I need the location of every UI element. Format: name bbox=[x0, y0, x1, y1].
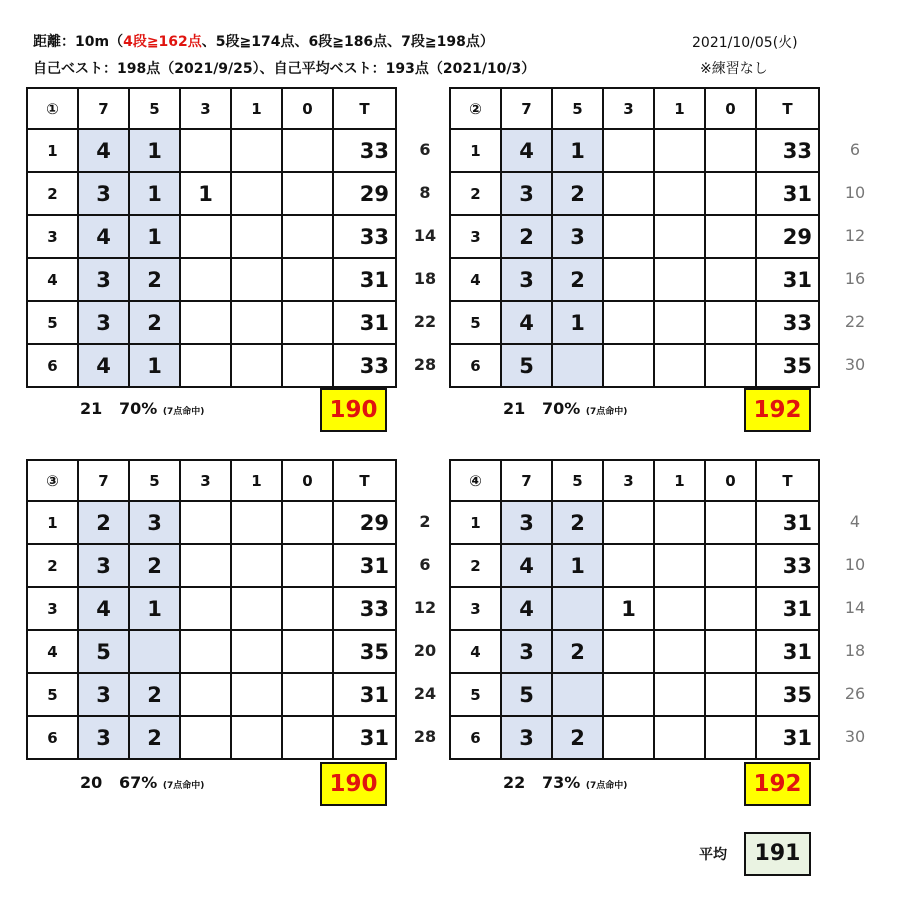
end-number: 3 bbox=[450, 215, 501, 258]
count-1-points bbox=[231, 344, 282, 387]
hit-percentage: 67% bbox=[118, 773, 158, 792]
cumulative-sevens-reference: 6 bbox=[849, 140, 861, 159]
end-total: 29 bbox=[333, 172, 396, 215]
table-row bbox=[27, 673, 396, 716]
count-0-points bbox=[282, 630, 333, 673]
count-5-points: 2 bbox=[129, 716, 180, 759]
column-header-7: 7 bbox=[501, 88, 552, 129]
end-total: 33 bbox=[333, 344, 396, 387]
count-7-points: 4 bbox=[78, 587, 129, 630]
count-7-points: 3 bbox=[501, 630, 552, 673]
column-header-1: 1 bbox=[654, 460, 705, 501]
end-total: 31 bbox=[756, 172, 819, 215]
table-row bbox=[450, 258, 819, 301]
count-5-points: 2 bbox=[129, 544, 180, 587]
end-total: 31 bbox=[756, 258, 819, 301]
count-3-points bbox=[603, 673, 654, 716]
count-7-points: 3 bbox=[501, 716, 552, 759]
end-total: 29 bbox=[333, 501, 396, 544]
column-header-1: 1 bbox=[654, 88, 705, 129]
end-number: 2 bbox=[450, 172, 501, 215]
cumulative-sevens-reference: 30 bbox=[844, 727, 866, 746]
count-0-points bbox=[705, 716, 756, 759]
count-3-points bbox=[180, 129, 231, 172]
hit-note: (7点命中) bbox=[162, 407, 205, 417]
round-label: ② bbox=[450, 88, 501, 129]
round-label: ① bbox=[27, 88, 78, 129]
end-total: 33 bbox=[333, 215, 396, 258]
count-5-points: 2 bbox=[552, 258, 603, 301]
end-number: 4 bbox=[450, 630, 501, 673]
count-1-points bbox=[654, 716, 705, 759]
count-0-points bbox=[705, 501, 756, 544]
count-7-points: 3 bbox=[78, 301, 129, 344]
cumulative-sevens-reference: 18 bbox=[844, 641, 866, 660]
count-5-points bbox=[552, 344, 603, 387]
table-row bbox=[27, 215, 396, 258]
count-3-points bbox=[603, 544, 654, 587]
count-0-points bbox=[282, 344, 333, 387]
count-3-points bbox=[180, 215, 231, 258]
round-summary bbox=[503, 773, 627, 792]
cumulative-sevens-reference: 4 bbox=[849, 512, 861, 531]
end-number: 1 bbox=[450, 501, 501, 544]
round-label: ④ bbox=[450, 460, 501, 501]
count-5-points: 1 bbox=[129, 129, 180, 172]
count-3-points bbox=[603, 501, 654, 544]
table-row bbox=[27, 501, 396, 544]
average-value: 191 bbox=[744, 832, 811, 876]
spacer bbox=[525, 773, 542, 792]
end-total: 35 bbox=[333, 630, 396, 673]
cumulative-sevens-reference: 22 bbox=[844, 312, 866, 331]
count-3-points bbox=[180, 587, 231, 630]
hit-percentage: 73% bbox=[541, 773, 581, 792]
count-1-points bbox=[654, 301, 705, 344]
score-table-2 bbox=[449, 87, 820, 388]
average-label: 平均 bbox=[699, 847, 727, 863]
count-3-points bbox=[603, 301, 654, 344]
cumulative-sevens-reference: 26 bbox=[844, 684, 866, 703]
count-7-points: 3 bbox=[501, 172, 552, 215]
count-1-points bbox=[231, 301, 282, 344]
count-1-points bbox=[231, 544, 282, 587]
round-total: 192 bbox=[744, 762, 811, 806]
table-row bbox=[450, 587, 819, 630]
count-1-points bbox=[231, 587, 282, 630]
header-note: ※練習なし bbox=[700, 61, 768, 77]
count-3-points bbox=[180, 716, 231, 759]
end-number: 4 bbox=[450, 258, 501, 301]
table-row bbox=[27, 129, 396, 172]
round-summary bbox=[503, 399, 627, 418]
end-total: 31 bbox=[756, 587, 819, 630]
table-row bbox=[27, 344, 396, 387]
column-header-3: 3 bbox=[180, 460, 231, 501]
count-5-points bbox=[552, 587, 603, 630]
count-1-points bbox=[231, 258, 282, 301]
end-number: 6 bbox=[450, 716, 501, 759]
column-header-5: 5 bbox=[129, 88, 180, 129]
end-number: 2 bbox=[450, 544, 501, 587]
hit-note: (7点命中) bbox=[162, 781, 205, 791]
cumulative-sevens-reference: 10 bbox=[844, 555, 866, 574]
count-5-points: 1 bbox=[129, 587, 180, 630]
count-3-points bbox=[180, 344, 231, 387]
end-number: 5 bbox=[450, 673, 501, 716]
sevens-count: 21 bbox=[503, 399, 526, 418]
end-number: 3 bbox=[27, 215, 78, 258]
sevens-count: 22 bbox=[503, 773, 526, 792]
spacer bbox=[525, 399, 542, 418]
end-total: 31 bbox=[333, 258, 396, 301]
count-7-points: 5 bbox=[501, 344, 552, 387]
count-1-points bbox=[654, 129, 705, 172]
end-total: 33 bbox=[756, 544, 819, 587]
table-row bbox=[450, 716, 819, 759]
table-row bbox=[27, 630, 396, 673]
end-total: 31 bbox=[756, 630, 819, 673]
hit-percentage: 70% bbox=[541, 399, 581, 418]
column-header-7: 7 bbox=[78, 88, 129, 129]
table-row bbox=[27, 544, 396, 587]
score-table-3 bbox=[26, 459, 397, 760]
header-rank4-threshold: 4段≧162点 bbox=[123, 34, 202, 50]
end-total: 33 bbox=[333, 587, 396, 630]
end-number: 6 bbox=[27, 344, 78, 387]
end-number: 1 bbox=[27, 129, 78, 172]
count-5-points: 2 bbox=[552, 172, 603, 215]
count-3-points bbox=[603, 344, 654, 387]
count-0-points bbox=[705, 258, 756, 301]
count-3-points bbox=[180, 258, 231, 301]
end-number: 3 bbox=[450, 587, 501, 630]
round-total: 192 bbox=[744, 388, 811, 432]
count-3-points: 1 bbox=[180, 172, 231, 215]
cumulative-sevens-actual: 14 bbox=[413, 226, 437, 245]
end-number: 2 bbox=[27, 172, 78, 215]
end-total: 33 bbox=[756, 301, 819, 344]
table-row bbox=[450, 501, 819, 544]
count-7-points: 4 bbox=[78, 129, 129, 172]
end-total: 33 bbox=[333, 129, 396, 172]
count-5-points: 2 bbox=[552, 716, 603, 759]
column-header-7: 7 bbox=[78, 460, 129, 501]
end-number: 4 bbox=[27, 630, 78, 673]
hit-percentage: 70% bbox=[118, 399, 158, 418]
count-1-points bbox=[231, 215, 282, 258]
count-1-points bbox=[231, 129, 282, 172]
cumulative-sevens-reference: 12 bbox=[844, 226, 866, 245]
cumulative-sevens-actual: 28 bbox=[413, 727, 437, 746]
cumulative-sevens-actual: 6 bbox=[419, 140, 431, 159]
header-personal-best: 自己ベスト：198点（2021/9/25）、自己平均ベスト：193点（2021/10/3） bbox=[33, 61, 536, 77]
end-total: 31 bbox=[756, 501, 819, 544]
table-row bbox=[450, 544, 819, 587]
table-row bbox=[27, 172, 396, 215]
count-1-points bbox=[654, 344, 705, 387]
column-header-T: T bbox=[756, 88, 819, 129]
column-header-3: 3 bbox=[603, 460, 654, 501]
column-header-5: 5 bbox=[552, 460, 603, 501]
count-1-points bbox=[231, 716, 282, 759]
table-header-row bbox=[450, 88, 819, 129]
count-7-points: 4 bbox=[501, 129, 552, 172]
count-3-points bbox=[603, 258, 654, 301]
column-header-0: 0 bbox=[282, 460, 333, 501]
count-0-points bbox=[705, 673, 756, 716]
table-row bbox=[27, 258, 396, 301]
count-5-points: 1 bbox=[552, 129, 603, 172]
table-row bbox=[450, 129, 819, 172]
count-7-points: 3 bbox=[78, 172, 129, 215]
count-7-points: 3 bbox=[78, 673, 129, 716]
count-1-points bbox=[654, 673, 705, 716]
score-table-4 bbox=[449, 459, 820, 760]
end-number: 5 bbox=[450, 301, 501, 344]
header-distance-text: 距離：10m（ bbox=[33, 34, 124, 50]
count-0-points bbox=[705, 129, 756, 172]
count-5-points: 2 bbox=[129, 301, 180, 344]
round-label: ③ bbox=[27, 460, 78, 501]
count-3-points bbox=[180, 673, 231, 716]
header-rank-thresholds: 、5段≧174点、6段≧186点、7段≧198点） bbox=[201, 34, 494, 50]
count-7-points: 3 bbox=[78, 258, 129, 301]
table-row bbox=[450, 172, 819, 215]
count-5-points: 3 bbox=[552, 215, 603, 258]
count-0-points bbox=[282, 587, 333, 630]
column-header-5: 5 bbox=[129, 460, 180, 501]
sevens-count: 20 bbox=[80, 773, 103, 792]
sevens-count: 21 bbox=[80, 399, 103, 418]
column-header-T: T bbox=[333, 88, 396, 129]
count-1-points bbox=[654, 501, 705, 544]
count-0-points bbox=[282, 129, 333, 172]
count-5-points: 2 bbox=[552, 630, 603, 673]
end-total: 33 bbox=[756, 129, 819, 172]
count-1-points bbox=[654, 172, 705, 215]
count-0-points bbox=[282, 544, 333, 587]
cumulative-sevens-actual: 24 bbox=[413, 684, 437, 703]
cumulative-sevens-actual: 20 bbox=[413, 641, 437, 660]
end-number: 5 bbox=[27, 673, 78, 716]
end-number: 5 bbox=[27, 301, 78, 344]
round-total: 190 bbox=[320, 762, 387, 806]
count-7-points: 4 bbox=[78, 215, 129, 258]
count-3-points bbox=[180, 501, 231, 544]
count-7-points: 4 bbox=[78, 344, 129, 387]
count-5-points: 2 bbox=[129, 673, 180, 716]
count-1-points bbox=[231, 172, 282, 215]
count-1-points bbox=[231, 673, 282, 716]
cumulative-sevens-reference: 10 bbox=[844, 183, 866, 202]
count-0-points bbox=[282, 501, 333, 544]
end-number: 4 bbox=[27, 258, 78, 301]
count-0-points bbox=[282, 258, 333, 301]
hit-note: (7点命中) bbox=[585, 781, 628, 791]
column-header-0: 0 bbox=[705, 88, 756, 129]
count-5-points: 1 bbox=[129, 344, 180, 387]
column-header-T: T bbox=[756, 460, 819, 501]
count-0-points bbox=[705, 172, 756, 215]
table-row bbox=[450, 673, 819, 716]
end-total: 31 bbox=[333, 301, 396, 344]
end-total: 35 bbox=[756, 344, 819, 387]
table-row bbox=[27, 587, 396, 630]
count-7-points: 4 bbox=[501, 301, 552, 344]
count-3-points: 1 bbox=[603, 587, 654, 630]
count-0-points bbox=[705, 544, 756, 587]
count-3-points bbox=[603, 129, 654, 172]
table-row bbox=[450, 630, 819, 673]
spacer bbox=[102, 399, 119, 418]
cumulative-sevens-actual: 28 bbox=[413, 355, 437, 374]
count-5-points: 1 bbox=[129, 172, 180, 215]
count-0-points bbox=[705, 344, 756, 387]
count-7-points: 2 bbox=[501, 215, 552, 258]
count-7-points: 3 bbox=[78, 544, 129, 587]
count-0-points bbox=[705, 301, 756, 344]
count-1-points bbox=[654, 630, 705, 673]
column-header-T: T bbox=[333, 460, 396, 501]
column-header-3: 3 bbox=[180, 88, 231, 129]
count-3-points bbox=[180, 544, 231, 587]
table-row bbox=[450, 301, 819, 344]
count-3-points bbox=[180, 630, 231, 673]
count-1-points bbox=[654, 215, 705, 258]
column-header-5: 5 bbox=[552, 88, 603, 129]
count-1-points bbox=[654, 258, 705, 301]
count-7-points: 3 bbox=[78, 716, 129, 759]
table-row bbox=[450, 344, 819, 387]
count-3-points bbox=[603, 716, 654, 759]
cumulative-sevens-actual: 8 bbox=[419, 183, 431, 202]
count-7-points: 5 bbox=[78, 630, 129, 673]
count-3-points bbox=[603, 630, 654, 673]
count-1-points bbox=[231, 501, 282, 544]
count-5-points bbox=[129, 630, 180, 673]
column-header-1: 1 bbox=[231, 88, 282, 129]
cumulative-sevens-reference: 16 bbox=[844, 269, 866, 288]
end-number: 6 bbox=[27, 716, 78, 759]
count-0-points bbox=[705, 215, 756, 258]
count-1-points bbox=[654, 544, 705, 587]
end-total: 29 bbox=[756, 215, 819, 258]
count-5-points: 2 bbox=[552, 501, 603, 544]
count-5-points: 1 bbox=[552, 544, 603, 587]
header-line1 bbox=[33, 31, 494, 51]
end-number: 1 bbox=[450, 129, 501, 172]
column-header-0: 0 bbox=[705, 460, 756, 501]
cumulative-sevens-actual: 18 bbox=[413, 269, 437, 288]
column-header-3: 3 bbox=[603, 88, 654, 129]
end-number: 6 bbox=[450, 344, 501, 387]
count-0-points bbox=[282, 215, 333, 258]
end-number: 3 bbox=[27, 587, 78, 630]
count-0-points bbox=[705, 587, 756, 630]
count-7-points: 4 bbox=[501, 544, 552, 587]
count-3-points bbox=[603, 172, 654, 215]
header-date: 2021/10/05(火) bbox=[692, 35, 798, 51]
end-total: 31 bbox=[333, 544, 396, 587]
count-1-points bbox=[654, 587, 705, 630]
count-7-points: 4 bbox=[501, 587, 552, 630]
count-0-points bbox=[705, 630, 756, 673]
end-number: 2 bbox=[27, 544, 78, 587]
count-7-points: 3 bbox=[501, 501, 552, 544]
spacer bbox=[102, 773, 119, 792]
score-table-1 bbox=[26, 87, 397, 388]
cumulative-sevens-actual: 2 bbox=[419, 512, 431, 531]
cumulative-sevens-reference: 14 bbox=[844, 598, 866, 617]
count-0-points bbox=[282, 301, 333, 344]
column-header-0: 0 bbox=[282, 88, 333, 129]
cumulative-sevens-actual: 6 bbox=[419, 555, 431, 574]
count-0-points bbox=[282, 716, 333, 759]
end-total: 31 bbox=[333, 673, 396, 716]
table-header-row bbox=[27, 88, 396, 129]
count-5-points bbox=[552, 673, 603, 716]
count-7-points: 2 bbox=[78, 501, 129, 544]
column-header-7: 7 bbox=[501, 460, 552, 501]
end-total: 35 bbox=[756, 673, 819, 716]
count-0-points bbox=[282, 673, 333, 716]
count-3-points bbox=[180, 301, 231, 344]
count-5-points: 2 bbox=[129, 258, 180, 301]
end-total: 31 bbox=[333, 716, 396, 759]
count-7-points: 3 bbox=[501, 258, 552, 301]
table-row bbox=[450, 215, 819, 258]
table-header-row bbox=[450, 460, 819, 501]
count-5-points: 3 bbox=[129, 501, 180, 544]
cumulative-sevens-actual: 22 bbox=[413, 312, 437, 331]
count-0-points bbox=[282, 172, 333, 215]
count-5-points: 1 bbox=[552, 301, 603, 344]
round-total: 190 bbox=[320, 388, 387, 432]
count-1-points bbox=[231, 630, 282, 673]
count-3-points bbox=[603, 215, 654, 258]
count-5-points: 1 bbox=[129, 215, 180, 258]
column-header-1: 1 bbox=[231, 460, 282, 501]
count-7-points: 5 bbox=[501, 673, 552, 716]
end-total: 31 bbox=[756, 716, 819, 759]
table-header-row bbox=[27, 460, 396, 501]
cumulative-sevens-actual: 12 bbox=[413, 598, 437, 617]
end-number: 1 bbox=[27, 501, 78, 544]
round-summary bbox=[80, 773, 204, 792]
round-summary bbox=[80, 399, 204, 418]
cumulative-sevens-reference: 30 bbox=[844, 355, 866, 374]
table-row bbox=[27, 301, 396, 344]
table-row bbox=[27, 716, 396, 759]
hit-note: (7点命中) bbox=[585, 407, 628, 417]
